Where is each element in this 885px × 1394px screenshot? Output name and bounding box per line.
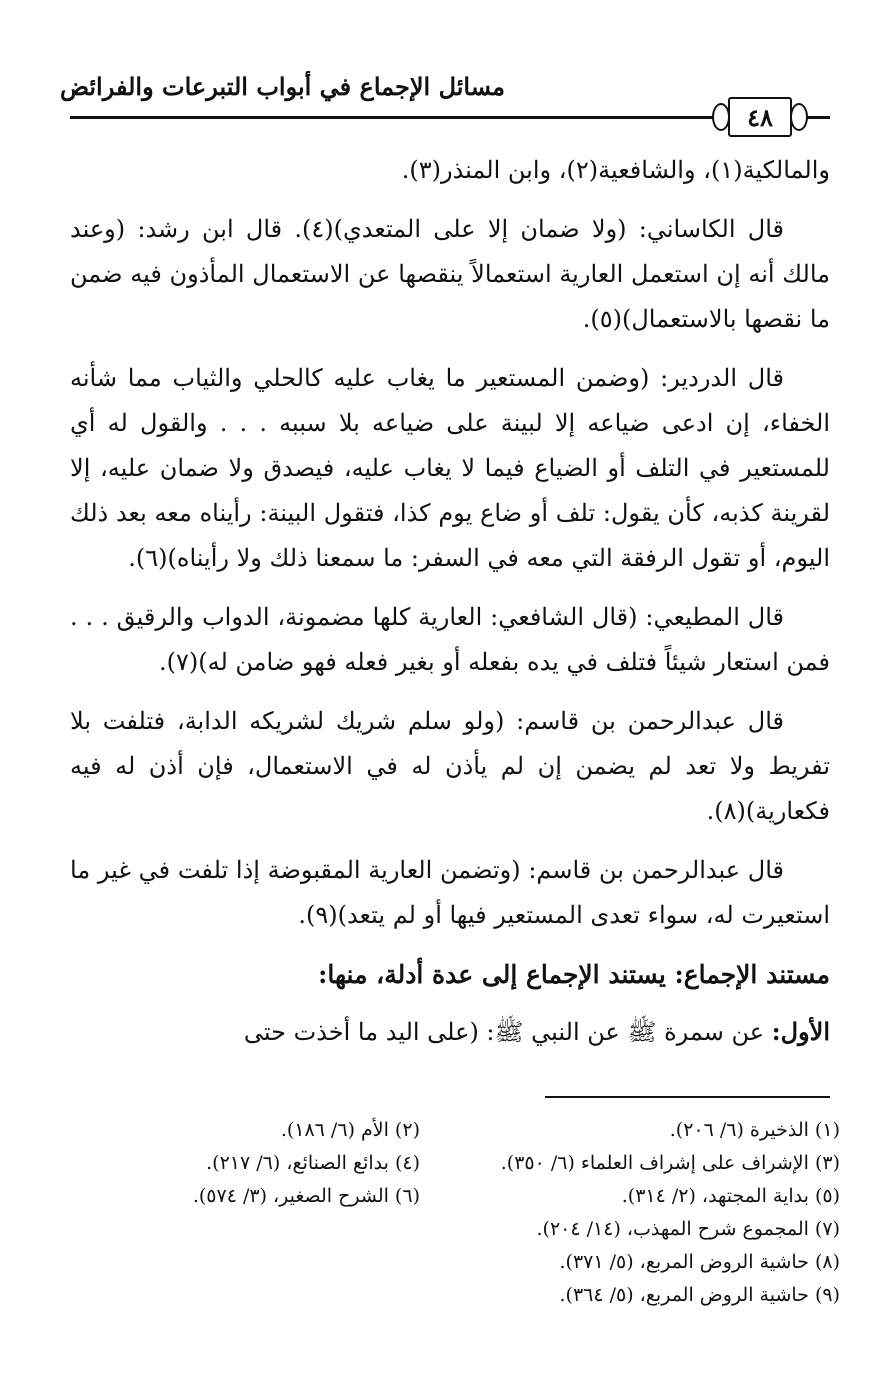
paragraph: قال عبدالرحمن بن قاسم: (وتضمن العارية المقبوضة إذا تلفت في غير ما استعيرت له، سواء تعدى المستعير فيها أو لم يتعد)(٩).	[70, 856, 830, 929]
footnote: (١) الذخيرة (٦/ ٢٠٦).	[669, 1119, 840, 1141]
evidence-paragraph	[70, 1009, 830, 1055]
footnote-row	[70, 1114, 840, 1147]
footnote: (٤) بدائع الصنائع، (٦/ ٢١٧).	[206, 1152, 420, 1174]
footnote-row	[70, 1213, 840, 1246]
paragraph: قال عبدالرحمن بن قاسم: (ولو سلم شريك لشريكه الدابة، فتلفت بلا تفريط ولا تعد لم يضمن إن لم يأذن له في الاستعمال، فإن أذن له فيه فكعارية)(٨).	[70, 707, 830, 825]
footnote-row	[70, 1180, 840, 1213]
main-text	[70, 148, 830, 1069]
footnote: (٣) الإشراف على إشراف العلماء (٦/ ٣٥٠).	[500, 1152, 840, 1174]
paragraph: قال الدردير: (وضمن المستعير ما يغاب عليه كالحلي والثياب مما شأنه الخفاء، إن ادعى ضياعه إلا لبينة على ضياعه بلا سببه . . . والقول له أي للمستعير في التلف أو الضياع فيما لا يغاب عليه، فيصدق ولا ضمان عليه، إلا لقرينة كذبه، كأن يقول: تلف أو ضاع يوم كذا، فتقول البينة: رأيناه معه بعد ذلك اليوم، أو تقول الرفقة التي معه في السفر: ما سمعنا ذلك ولا رأيناه)(٦).	[70, 364, 830, 572]
footnote: (٨) حاشية الروض المربع، (٥/ ٣٧١).	[559, 1251, 840, 1273]
footnote: (٥) بداية المجتهد، (٢/ ٣١٤).	[621, 1185, 840, 1207]
paragraph: والمالكية(١)، والشافعية(٢)، وابن المنذر(٣).	[401, 156, 830, 184]
footnote-row	[70, 1279, 840, 1312]
footnote: (٧) المجموع شرح المهذب، (١٤/ ٢٠٤).	[536, 1218, 840, 1240]
footnote-row	[70, 1246, 840, 1279]
evidence-lead: الأول:	[771, 1017, 830, 1046]
evidence-text: عن سمرة ﷺ عن النبي ﷺ: (على اليد ما أخذت حتى	[243, 1018, 765, 1046]
page-number	[728, 97, 792, 137]
paragraph: قال الكاساني: (ولا ضمان إلا على المتعدي)(٤). قال ابن رشد: (وعند مالك أنه إن استعمل العارية استعمالاً ينقصها عن الاستعمال المأذون فيه ضمن ما نقصها بالاستعمال)(٥).	[70, 215, 830, 333]
footnote-row	[70, 1147, 840, 1180]
footnote: (٦) الشرح الصغير، (٣/ ٥٧٤).	[192, 1185, 420, 1207]
running-title: مسائل الإجماع في أبواب التبرعات والفرائض	[59, 72, 505, 101]
page-number-text: ٤٨	[747, 102, 773, 132]
footnote: (٩) حاشية الروض المربع، (٥/ ٣٦٤).	[559, 1284, 840, 1306]
footnotes	[70, 1114, 840, 1312]
footnote: (٢) الأم (٦/ ١٨٦).	[280, 1119, 420, 1141]
footnote-separator	[545, 1096, 830, 1098]
paragraph: قال المطيعي: (قال الشافعي: العارية كلها مضمونة، الدواب والرقيق . . . فمن استعار شيئاً فتلف في يده بفعله أو بغير فعله فهو ضامن له)(٧).	[70, 603, 830, 676]
section-heading: مستند الإجماع: يستند الإجماع إلى عدة أدلة، منها:	[318, 960, 830, 989]
